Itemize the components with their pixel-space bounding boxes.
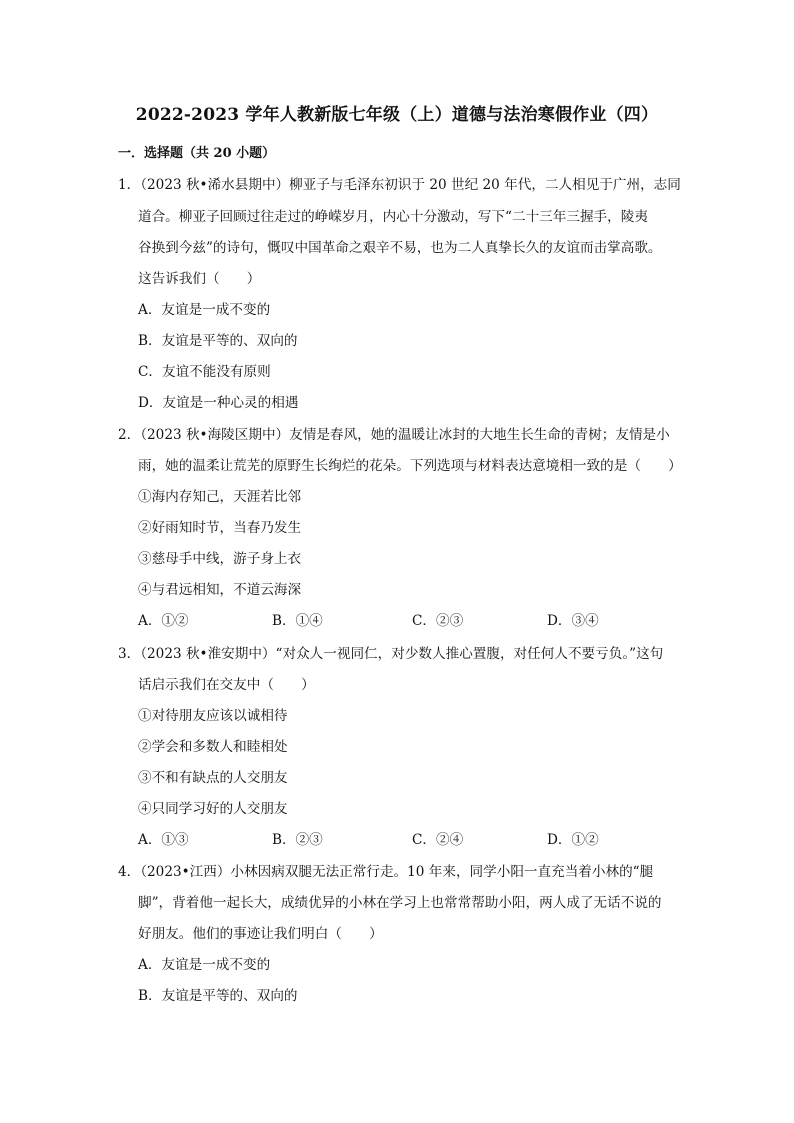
statement-1: ①海内存知己，天涯若比邻 (138, 489, 302, 505)
choice-d: D．③④ (547, 613, 599, 629)
statement-2: ②学会和多数人和睦相处 (138, 739, 288, 755)
question-text-line: 雨，她的温柔让荒芜的原野生长绚烂的花朵。下列选项与材料表达意境相一致的是（ ） (138, 458, 682, 474)
question-text-line: 话启示我们在交友中（ ） (138, 677, 315, 693)
choice-a: A．①② (138, 613, 189, 629)
question-text-line: 4．（2023•江西）小林因病双腿无法正常行走。10 年来，同学小阳一直充当着小林的“腿 (118, 864, 654, 880)
statement-1: ①对待朋友应该以诚相待 (138, 708, 288, 724)
section-heading: 一．选择题（共 20 小题） (118, 146, 276, 161)
option-c: C．友谊不能没有原则 (138, 364, 271, 380)
statement-4: ④只同学习好的人交朋友 (138, 801, 288, 817)
option-d: D．友谊是一种心灵的相遇 (138, 395, 299, 411)
question-text-line: 道合。柳亚子回顾过往走过的峥嵘岁月，内心十分激动，写下“二十三年三握手，陵夷 (138, 209, 648, 225)
statement-4: ④与君远相知，不道云海深 (138, 582, 302, 598)
question-text-line: 2．（2023 秋•海陵区期中）友情是春风，她的温暖让冰封的大地生长生命的青树；友情是小 (118, 427, 670, 443)
option-a: A．友谊是一成不变的 (138, 302, 271, 318)
choice-d: D．①② (547, 832, 599, 848)
option-a: A．友谊是一成不变的 (138, 957, 271, 973)
question-text-line: 好朋友。他们的事迹让我们明白（ ） (138, 926, 383, 942)
document-title: 2022-2023 学年人教新版七年级（上）道德与法治寒假作业（四） (135, 105, 659, 125)
statement-2: ②好雨知时节，当春乃发生 (138, 520, 302, 536)
option-b: B．友谊是平等的、双向的 (138, 333, 298, 349)
choice-c: C．②③ (412, 613, 464, 629)
question-text-line: 脚”，背着他一起长大，成绩优异的小林在学习上也常常帮助小阳，两人成了无话不说的 (138, 895, 662, 911)
option-b: B．友谊是平等的、双向的 (138, 988, 298, 1004)
choice-row (138, 830, 658, 850)
choice-b: B．②③ (272, 832, 323, 848)
question-text-line: 1．（2023 秋•浠水县期中）柳亚子与毛泽东初识于 20 世纪 20 年代，二人相见于广州，志同 (118, 177, 681, 193)
choice-b: B．①④ (272, 613, 323, 629)
statement-3: ③慈母手中线，游子身上衣 (138, 551, 302, 567)
choice-c: C．②④ (412, 832, 464, 848)
question-text-line: 这告诉我们（ ） (138, 271, 261, 287)
choice-row (138, 611, 658, 631)
choice-a: A．①③ (138, 832, 189, 848)
statement-3: ③不和有缺点的人交朋友 (138, 770, 288, 786)
question-text-line: 谷换到今兹”的诗句，慨叹中国革命之艰辛不易，也为二人真挚长久的友谊而击掌高歌。 (138, 240, 662, 256)
question-text-line: 3．（2023 秋•淮安期中）“对众人一视同仁，对少数人推心置腹，对任何人不要亏负。”这句 (118, 646, 664, 662)
